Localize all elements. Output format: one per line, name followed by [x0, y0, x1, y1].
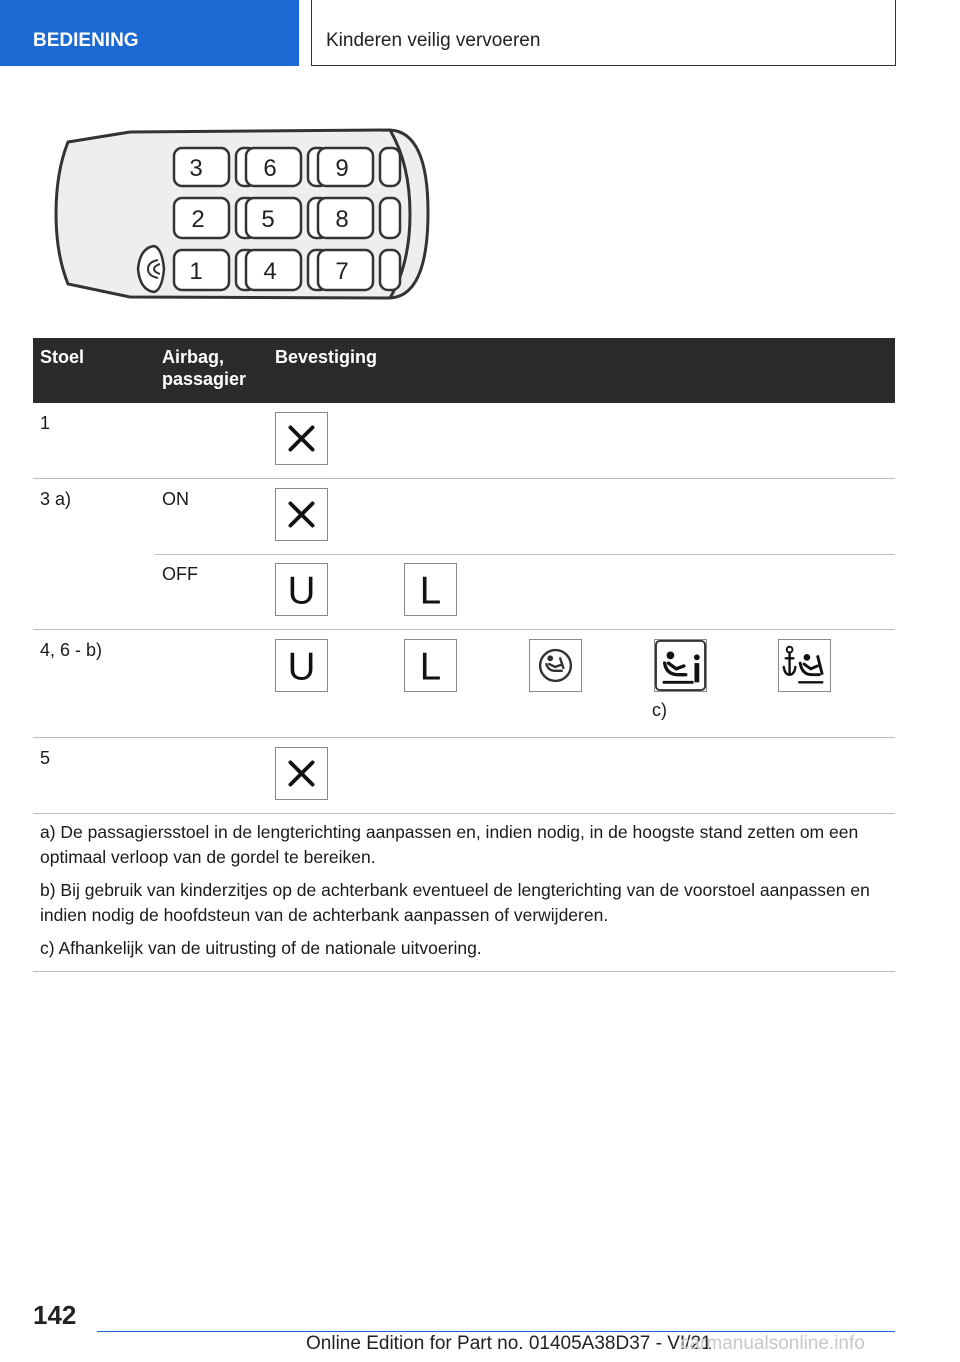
seat-cell: 4, 6 - b): [40, 640, 103, 660]
semi-universal-seat-icon: [404, 563, 457, 616]
isofix-anchor-icon: [778, 639, 831, 692]
table-notes: [33, 812, 895, 972]
watermark: carmanualsonline.info: [680, 1333, 865, 1354]
seat-cell: 5: [40, 748, 51, 768]
child-seat-table: [33, 338, 895, 814]
seat-label: 4: [263, 258, 277, 285]
not-permitted-icon: [275, 412, 328, 465]
not-permitted-icon: [275, 488, 328, 541]
semi-universal-seat-icon: [404, 639, 457, 692]
airbag-cell: OFF: [162, 564, 198, 584]
column-header-seat: Stoel: [40, 347, 85, 367]
note-a: a) De passagiersstoel in de lengterichting aanpassen en, indien nodig, in de hoogste stand zetten om een optimaal verloop van de gordel te bereiken.: [40, 822, 859, 867]
note-c: c) Afhankelijk van de uitrusting of de nationale uitvoering.: [40, 938, 482, 958]
table-row: [33, 479, 895, 554]
footer-divider: [97, 1331, 895, 1332]
page-number: 142: [33, 1300, 77, 1330]
seat-label: 1: [189, 258, 203, 285]
seat-label: 5: [261, 206, 275, 233]
column-header-airbag: Airbag, passagier: [162, 347, 247, 389]
svg-text:L: L: [419, 569, 442, 613]
section-title: BEDIENING: [33, 30, 139, 51]
isofix-seat-icon: [529, 639, 582, 692]
universal-seat-icon: [275, 639, 328, 692]
footnote-marker: c): [652, 700, 667, 720]
chapter-header: [311, 0, 896, 66]
not-permitted-icon: [275, 747, 328, 800]
seat-cell: 3 a): [40, 489, 72, 509]
seat-label: 7: [335, 258, 349, 285]
edition-text: Online Edition for Part no. 01405A38D37 - VI/21: [306, 1333, 712, 1354]
note-b: b) Bij gebruik van kinderzitjes op de achterbank eventueel de lengterichting van de voorstoel aanpassen en indien nodig de hoofdsteun van de achterbank aanpassen of verwijderen.: [40, 880, 870, 925]
seat-position-diagram: [50, 124, 432, 304]
seat-label: 8: [335, 206, 349, 233]
seat-cell: 1: [40, 413, 51, 433]
chapter-title: Kinderen veilig vervoeren: [326, 30, 541, 51]
table-row: [33, 630, 895, 738]
universal-seat-icon: [275, 563, 328, 616]
seat-label: 3: [189, 155, 203, 182]
table-row: [33, 554, 895, 630]
table-row: [33, 738, 895, 814]
seat-label: 9: [335, 155, 349, 182]
svg-text:L: L: [419, 645, 442, 689]
section-tab: [0, 0, 299, 66]
column-header-mounting: Bevestiging: [275, 347, 378, 367]
table-header: [33, 338, 895, 403]
svg-text:U: U: [287, 569, 316, 613]
airbag-cell: ON: [162, 489, 189, 509]
seat-label: 6: [263, 155, 277, 182]
table-row: [33, 403, 895, 479]
seat-label: 2: [191, 206, 205, 233]
svg-text:U: U: [287, 645, 316, 689]
isofix-info-icon: [654, 639, 707, 692]
